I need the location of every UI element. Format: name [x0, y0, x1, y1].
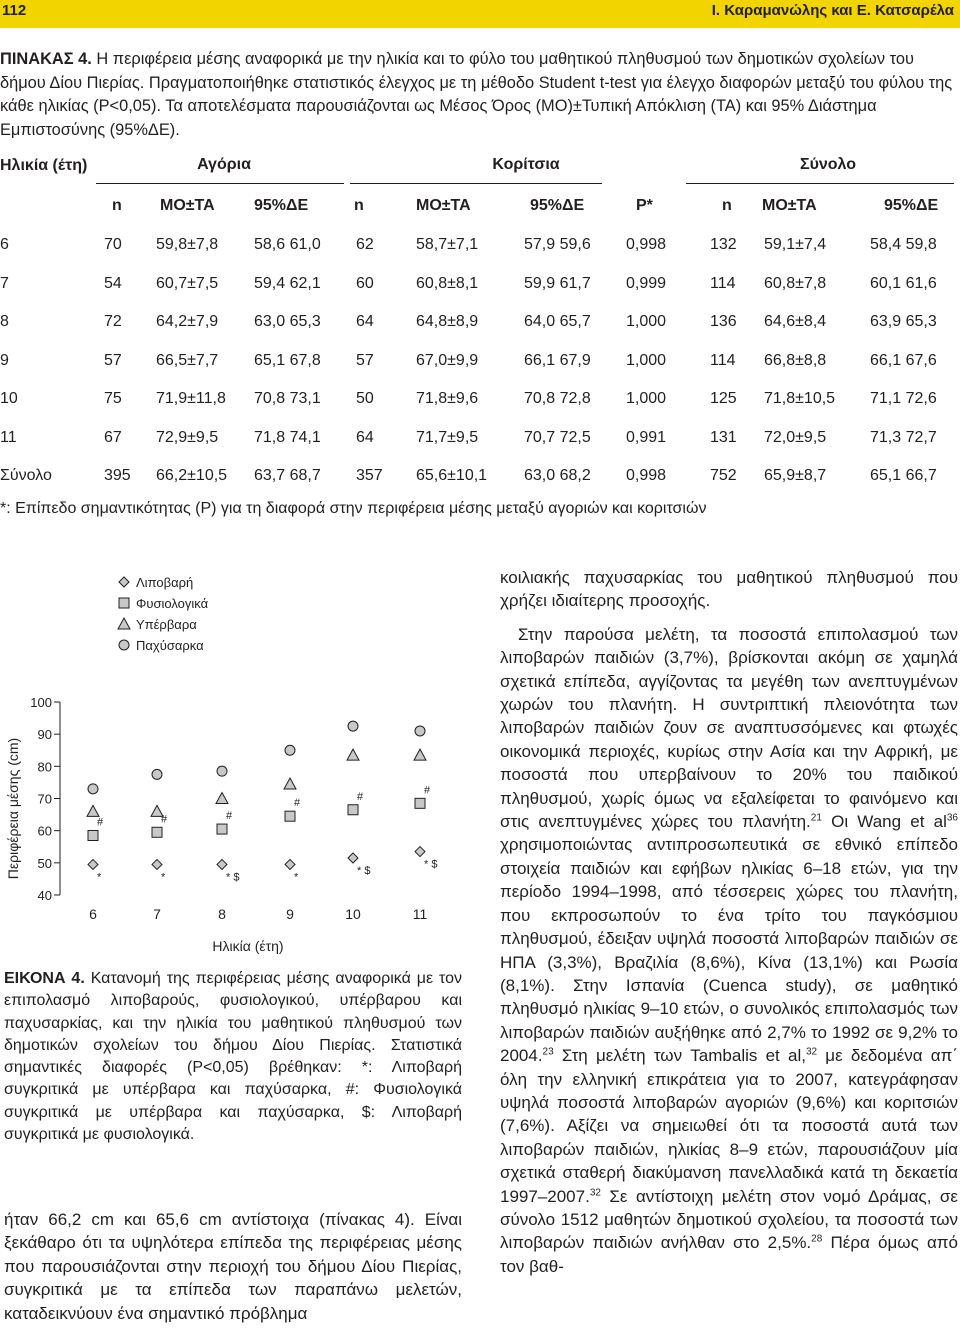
- table-cell: 60,8±7,8: [764, 274, 827, 292]
- table-cell: 66,8±8,8: [764, 351, 827, 369]
- y-tick-label: 60: [37, 823, 52, 839]
- table-cell: 58,6 61,0: [254, 236, 321, 254]
- x-tick-label: 6: [89, 906, 97, 922]
- data-point-diamond: [348, 853, 358, 863]
- table-cell: 57: [356, 351, 374, 369]
- table-row: [0, 342, 956, 381]
- table-cell: 64: [356, 313, 374, 331]
- data-point-square: [348, 805, 358, 815]
- text-run: Στην παρούσα μελέτη, τα ποσοστά επιπολασμού των λιποβαρών παιδιών (3,7%), βρίσκονται ακόμη σε χαμηλά σχετικά επίπεδα, αγγίζοντας τα μεγέθη των ανεπτυγμένων χωρών του πλανήτη. Η συντριπτική πλειονότητα των λιποβαρών παιδιών ζουν σε αναπτυσσόμενες και φτωχές οικονομικά περιοχές, κυρίως στην Ασία και την Αφρική, με ποσοστά που υπερβαίνουν το 20% του παιδικού πληθυσμού, χωρίς όμως να εξαλείφεται το φαινόμενο και στις ανεπτυγμένες χώρες του πλανήτη.: [500, 624, 958, 832]
- reference-mark: 23: [542, 1046, 554, 1058]
- text-run: με δεδομένα απ΄ όλη την ελληνική επικράτεια για το 2007, κατεγράφησαν υψηλά ποσοστά λιποβαρών αγοριών (9,6%) και κοριτσιών (7,6%). Αξίζει να σημειωθεί ότι τα ποσοστά αυτά των λιποβαρών παιδιών, ηλικίας 8–9 ετών, παρουσιάζουν μία σχετικά σταθερή διακύμανση πανελλαδικά κατά τη δεκαετία 1997–2007.: [500, 1046, 958, 1206]
- table-cell: 63,0 65,3: [254, 313, 321, 331]
- table-cell: 57,9 59,6: [524, 236, 591, 254]
- sub-header: P*: [636, 197, 653, 214]
- table-cell: 64,0 65,7: [524, 313, 591, 331]
- table-cell: 65,1 67,8: [254, 351, 321, 369]
- age-cell: 9: [0, 351, 9, 369]
- right-body: [500, 566, 958, 1278]
- age-cell: 10: [0, 390, 18, 408]
- table-cell: 60: [356, 274, 374, 292]
- x-tick-label: 9: [286, 906, 294, 922]
- table-cell: 70,8 72,8: [524, 390, 591, 408]
- table-cell: 0,999: [626, 274, 667, 292]
- table-cell: 57: [104, 351, 122, 369]
- y-tick-label: 80: [37, 759, 52, 775]
- reference-mark: 32: [805, 1046, 818, 1058]
- sub-header: 95%ΔΕ: [530, 197, 585, 214]
- data-point-circle: [415, 726, 425, 736]
- table-cell: 59,9 61,7: [524, 274, 591, 292]
- sub-header: n: [112, 197, 122, 214]
- data-point-square: [217, 824, 227, 834]
- table-cell: 60,8±8,1: [416, 274, 479, 292]
- table-cell: 71,3 72,7: [870, 428, 937, 446]
- sub-header: 95%ΔΕ: [884, 197, 939, 214]
- sub-header: ΜΟ±ΤΑ: [762, 197, 817, 214]
- table-cell: 752: [710, 467, 737, 485]
- table-cell: 67,0±9,9: [416, 351, 479, 369]
- table-cell: 54: [104, 274, 122, 292]
- age-cell: 7: [0, 274, 9, 292]
- significance-mark: *: [294, 871, 299, 884]
- table-caption-text: Η περιφέρεια μέσης αναφορικά με την ηλικία και το φύλο του μαθητικού πληθυσμού των δημοτικών σχολείων του δήμου Δίου Πιερίας. Πραγματοποιήθηκε στατιστικός έλεγχος με τη μέθοδο Student t-test για έλεγχο διαφορών μεταξύ του φύλου της κάθε ηλικίας (P<0,05). Τα αποτελέσματα παρουσιάζονται ως Μέσος Όρος (ΜΟ)±Τυπική Απόκλιση (ΤΑ) και 95% Διάστημα Εμπιστοσύνης (95%ΔΕ).: [0, 50, 953, 139]
- table-cell: 0,991: [626, 428, 667, 446]
- x-tick-label: 10: [345, 906, 361, 922]
- table-cell: 70,8 73,1: [254, 390, 321, 408]
- table-cell: 66,1 67,6: [870, 351, 937, 369]
- sub-header: n: [354, 197, 364, 214]
- legend-marker: [119, 598, 129, 608]
- significance-mark: #: [294, 797, 301, 810]
- table-cell: 66,1 67,9: [524, 351, 591, 369]
- table-cell: 395: [104, 467, 131, 485]
- figure-caption-text: Κατανομή της περιφέρειας μέσης αναφορικά με τον επιπολασμό λιποβαρούς, φυσιολογικού, υπέρβαρου και παχυσαρκίας, και την ηλικία του μαθητικού πληθυσμού των δημοτικών σχολείων του δήμου Δίου Πιερίας. Στατιστικά σημαντικές διαφορές (P<0,05) βρέθηκαν: *: Λιποβαρή συγκριτικά με υπέρβαρα και παχύσαρκα, #: Φυσιολογικά συγκριτικά με υπέρβαρα και παχύσαρκα, $: Λιποβαρή συγκριτικά με φυσιολογικά.: [4, 970, 463, 1144]
- table-row: [0, 226, 956, 265]
- data-point-triangle: [216, 793, 228, 804]
- age-cell: 6: [0, 236, 9, 254]
- significance-mark: #: [97, 816, 104, 829]
- age-cell: Σύνολο: [0, 467, 52, 485]
- x-tick-label: 11: [412, 906, 428, 922]
- data-point-square: [285, 811, 295, 821]
- table-cell: 59,1±7,4: [764, 236, 827, 254]
- table-cell: 1,000: [626, 390, 667, 408]
- table-row: [0, 380, 956, 419]
- age-header: Ηλικία (έτη): [0, 157, 88, 174]
- data-point-circle: [217, 766, 227, 776]
- table-cell: 60,1 61,6: [870, 274, 937, 292]
- table-row: [0, 265, 956, 304]
- legend-label: Υπέρβαρα: [136, 617, 197, 632]
- data-point-triangle: [414, 749, 426, 760]
- figure-caption: [4, 968, 462, 1146]
- text-run: Σε αντίστοιχη μελέτη στον νομό Δράμας, σε σύνολο 1512 μαθητών δημοτικού σχολείου, τα ποσοστά των λιποβαρών παιδιών ανήλθαν στο 2,5%.: [500, 1186, 958, 1253]
- significance-mark: * $: [357, 865, 371, 878]
- data-point-square: [88, 830, 98, 840]
- data-point-circle: [88, 784, 98, 794]
- table-cell: 64,6±8,4: [764, 313, 827, 331]
- page-number: 112: [2, 2, 27, 19]
- data-point-diamond: [285, 859, 295, 869]
- table-cell: 59,8±7,8: [156, 236, 219, 254]
- table-cell: 64,2±7,9: [156, 313, 219, 331]
- legend-label: Φυσιολογικά: [136, 596, 209, 611]
- y-tick-label: 50: [37, 855, 52, 871]
- y-tick-label: 40: [37, 888, 52, 903]
- x-axis-label: Ηλικία (έτη): [212, 938, 284, 954]
- table-cell: 136: [710, 313, 737, 331]
- reference-mark: 28: [811, 1233, 823, 1245]
- right-paragraph-1: κοιλιακής παχυσαρκίας του μαθητικού πληθυσμού που χρήζει ιδιαίτερης προσοχής.: [500, 568, 958, 611]
- table-cell: 70: [104, 236, 122, 254]
- reference-mark: 21: [810, 812, 822, 824]
- table-cell: 1,000: [626, 351, 667, 369]
- left-body-text: ήταν 66,2 cm και 65,6 cm αντίστοιχα (πίνακας 4). Είναι ξεκάθαρο ότι τα υψηλότερα επίπεδα της περιφέρειας μέσης που παρουσιάζονται στην περιοχή του δήμου Δίου Πιερίας, συγκριτικά με τα επίπεδα των παραπάνω μελετών, καταδεικνύουν ένα σημαντικό πρόβλημα: [4, 1210, 462, 1323]
- data-point-diamond: [88, 859, 98, 869]
- table-cell: 131: [710, 428, 737, 446]
- table-cell: 0,998: [626, 236, 667, 254]
- legend-label: Λιποβαρή: [136, 575, 194, 590]
- table-cell: 132: [710, 236, 737, 254]
- table-cell: 62: [356, 236, 374, 254]
- table-cell: 66,2±10,5: [156, 467, 228, 485]
- significance-mark: *: [97, 871, 102, 884]
- group-header-girls: Κορίτσια: [492, 156, 560, 173]
- table-cell: 64: [356, 428, 374, 446]
- table-cell: 71,8±9,6: [416, 390, 479, 408]
- sub-header: ΜΟ±ΤΑ: [160, 197, 215, 214]
- table-cell: 64,8±8,9: [416, 313, 479, 331]
- table-cell: 72,0±9,5: [764, 428, 827, 446]
- table-cell: 1,000: [626, 313, 667, 331]
- x-tick-label: 8: [218, 906, 226, 922]
- y-tick-label: 70: [37, 791, 52, 807]
- significance-mark: #: [357, 790, 364, 803]
- table-cell: 63,7 68,7: [254, 467, 321, 485]
- table-cell: 125: [710, 390, 737, 408]
- significance-mark: #: [226, 810, 233, 823]
- sub-header: ΜΟ±ΤΑ: [416, 197, 471, 214]
- age-cell: 8: [0, 313, 9, 331]
- table-cell: 72,9±9,5: [156, 428, 219, 446]
- data-point-circle: [348, 721, 358, 731]
- legend-label: Παχύσαρκα: [136, 638, 204, 653]
- data-point-square: [415, 798, 425, 808]
- data-point-circle: [285, 745, 295, 755]
- x-tick-label: 7: [153, 906, 161, 922]
- y-axis-label: Περιφέρεια μέσης (cm): [5, 737, 21, 880]
- table-cell: 50: [356, 390, 374, 408]
- data-point-triangle: [87, 805, 99, 816]
- legend-marker: [119, 577, 129, 587]
- right-paragraph-2: [500, 623, 958, 1278]
- table-cell: 70,7 72,5: [524, 428, 591, 446]
- running-head: I. Καραμανώλης και Ε. Κατσαρέλα: [711, 2, 954, 19]
- reference-mark: 36: [946, 812, 958, 824]
- table-cell: 59,4 62,1: [254, 274, 321, 292]
- reference-mark: 32: [589, 1186, 601, 1198]
- table-row: [0, 303, 956, 342]
- table-cell: 75: [104, 390, 122, 408]
- data-point-circle: [152, 769, 162, 779]
- group-header-total: Σύνολο: [799, 156, 857, 173]
- text-run: χρησιμοποιώντας αντιπροσωπευτικά σε εθνικό επίπεδο στοιχεία παιδιών και εφήβων ηλικίας 6–18 ετών, για την περίοδο 1994–1998, από τέσσερεις χώρες του πλανήτη, που εκπροσωπούν το ένα τρίτο του παγκόσμιου πληθυσμού, έδειξαν υψηλά ποσοστά λιποβαρών παιδιών σε ΗΠΑ (3,3%), Βραζιλία (8,6%), Κίνα (13,1%) και Ρωσία (8,1%). Στην Ισπανία (Cuenca study), σε μαθητικό πληθυσμό ηλικίας 9–10 ετών, ο συνολικός επιπολασμός των λιποβαρών παιδιών αυξήθηκε από 2,7% το 1992 σε 9,2% το 2004.: [500, 835, 958, 1066]
- table-cell: 65,9±8,7: [764, 467, 827, 485]
- table-cell: 71,8 74,1: [254, 428, 321, 446]
- table-cell: 72: [104, 313, 122, 331]
- table-cell: 71,8±10,5: [764, 390, 836, 408]
- data-point-diamond: [152, 859, 162, 869]
- text-run: Στη μελέτη των Tambalis et al,: [553, 1046, 806, 1066]
- figure-label: ΕΙΚΟΝΑ 4.: [4, 970, 85, 987]
- table-cell: 58,4 59,8: [870, 236, 937, 254]
- table-caption: [0, 48, 958, 142]
- data-point-diamond: [217, 859, 227, 869]
- significance-mark: *: [161, 871, 166, 884]
- legend-marker: [119, 640, 129, 650]
- y-tick-label: 90: [37, 727, 52, 743]
- data-table: [0, 150, 956, 496]
- table-cell: 63,9 65,3: [870, 313, 937, 331]
- table-cell: 0,998: [626, 467, 667, 485]
- table-cell: 357: [356, 467, 383, 485]
- table-cell: 58,7±7,1: [416, 236, 479, 254]
- table-cell: 71,1 72,6: [870, 390, 937, 408]
- age-cell: 11: [0, 428, 17, 446]
- sub-header-row: [0, 186, 956, 226]
- legend-marker: [118, 618, 130, 629]
- y-tick-label: 100: [30, 695, 52, 710]
- table-cell: 60,7±7,5: [156, 274, 219, 292]
- table-row: [0, 419, 956, 458]
- table-cell: 67: [104, 428, 122, 446]
- significance-mark: #: [424, 784, 431, 797]
- table-cell: 71,9±11,8: [156, 390, 226, 408]
- table-label: ΠΙΝΑΚΑΣ 4.: [0, 50, 92, 68]
- chart: [0, 560, 470, 960]
- table-cell: 66,5±7,7: [156, 351, 219, 369]
- data-point-triangle: [284, 778, 296, 789]
- data-point-diamond: [415, 847, 425, 857]
- table-cell: 71,7±9,5: [416, 428, 479, 446]
- sub-header: 95%ΔΕ: [254, 197, 309, 214]
- significance-mark: * $: [424, 858, 438, 871]
- significance-mark: #: [161, 813, 168, 826]
- table-footnote: *: Επίπεδο σημαντικότητας (P) για τη διαφορά στην περιφέρεια μέσης μεταξύ αγοριών και κοριτσιών: [0, 500, 707, 517]
- table-cell: 65,6±10,1: [416, 467, 488, 485]
- table-cell: 63,0 68,2: [524, 467, 591, 485]
- figure: [0, 560, 470, 960]
- text-run: Πέρα όμως από τον βαθ-: [500, 1233, 958, 1276]
- data-point-square: [152, 827, 162, 837]
- table-cell: 65,1 66,7: [870, 467, 937, 485]
- group-header-boys: Αγόρια: [197, 156, 251, 173]
- table-row: [0, 457, 956, 496]
- table-cell: 114: [710, 274, 736, 292]
- data-point-triangle: [347, 749, 359, 760]
- sub-header: n: [722, 197, 732, 214]
- text-run: Οι Wang et al: [821, 812, 947, 832]
- significance-mark: * $: [226, 871, 240, 884]
- table-cell: 114: [710, 351, 736, 369]
